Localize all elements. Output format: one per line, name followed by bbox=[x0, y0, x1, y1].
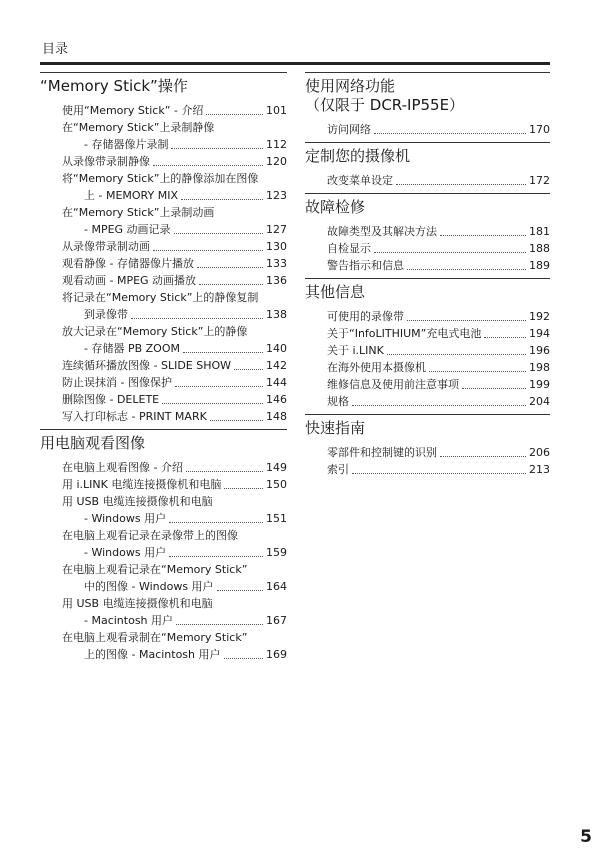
toc-entry-text: 零部件和控制键的识别 bbox=[327, 446, 437, 459]
toc-entry[interactable] bbox=[327, 444, 550, 461]
toc-entry-text: 故障类型及其解决方法 bbox=[327, 225, 437, 238]
dot-leader bbox=[440, 456, 526, 457]
toc-entry-text: 将“Memory Stick”上的静像添加在图像 bbox=[62, 172, 259, 185]
toc-entry-page: 101 bbox=[266, 104, 287, 117]
section-heading-line: 其他信息 bbox=[305, 283, 366, 301]
toc-entry-page: 112 bbox=[266, 138, 287, 151]
toc-entry-page: 136 bbox=[266, 274, 287, 287]
toc-entry-text: 在电脑上观看记录在“Memory Stick” bbox=[62, 563, 248, 576]
toc-entry-text: 上 - MEMORY MIX bbox=[84, 189, 178, 202]
page-number: 5 bbox=[580, 827, 592, 847]
toc-entry-page: 189 bbox=[529, 259, 550, 272]
dot-leader bbox=[462, 388, 526, 389]
toc-entry-page: 167 bbox=[266, 614, 287, 627]
section-heading bbox=[305, 142, 550, 166]
dot-leader bbox=[407, 320, 526, 321]
toc-entry-text: 从录像带录制静像 bbox=[62, 155, 150, 168]
section-heading-line: （仅限于 DCR-IP55E） bbox=[305, 96, 465, 114]
toc-entry-text: 用 USB 电缆连接摄像机和电脑 bbox=[62, 495, 213, 508]
toc-entry-text: 在电脑上观看录制在“Memory Stick” bbox=[62, 631, 248, 644]
section-heading-line: 故障检修 bbox=[305, 198, 366, 216]
toc-entry[interactable] bbox=[62, 323, 287, 357]
toc-entry-page: 188 bbox=[529, 242, 550, 255]
toc-section bbox=[305, 278, 550, 410]
toc-entry[interactable] bbox=[62, 527, 287, 561]
toc-entry[interactable] bbox=[327, 325, 550, 342]
dot-leader bbox=[169, 522, 263, 523]
toc-entry[interactable] bbox=[62, 170, 287, 204]
toc-entry-page: 172 bbox=[529, 174, 550, 187]
section-heading-line: “Memory Stick”操作 bbox=[40, 77, 188, 95]
dot-leader bbox=[174, 233, 263, 234]
toc-entry[interactable] bbox=[62, 408, 287, 425]
toc-entry-text: 在“Memory Stick”上录制动画 bbox=[62, 206, 215, 219]
toc-entry-text: 索引 bbox=[327, 463, 349, 476]
toc-entry-text: 可使用的录像带 bbox=[327, 310, 404, 323]
dot-leader bbox=[484, 337, 526, 338]
toc-entry-page: 140 bbox=[266, 342, 287, 355]
toc-entry[interactable] bbox=[62, 561, 287, 595]
toc-entry-page: 146 bbox=[266, 393, 287, 406]
dot-leader bbox=[175, 386, 263, 387]
dot-leader bbox=[440, 235, 526, 236]
toc-entry-page: 181 bbox=[529, 225, 550, 238]
toc-entry[interactable] bbox=[62, 357, 287, 374]
toc-entry-page: 159 bbox=[266, 546, 287, 559]
dot-leader bbox=[183, 352, 263, 353]
toc-right-column bbox=[305, 72, 550, 482]
toc-entry-text: 关于 i.LINK bbox=[327, 344, 384, 357]
toc-entry[interactable] bbox=[327, 359, 550, 376]
toc-section bbox=[305, 72, 550, 138]
toc-entry-page: 194 bbox=[529, 327, 550, 340]
toc-entry[interactable] bbox=[62, 459, 287, 476]
dot-leader bbox=[181, 199, 263, 200]
header-rule bbox=[40, 62, 550, 65]
toc-entry[interactable] bbox=[62, 493, 287, 527]
toc-entry[interactable] bbox=[62, 595, 287, 629]
dot-leader bbox=[153, 165, 263, 166]
toc-entry-page: 133 bbox=[266, 257, 287, 270]
toc-entry-text: - Macintosh 用户 bbox=[84, 614, 174, 627]
dot-leader bbox=[374, 252, 526, 253]
toc-entry-text: 用 i.LINK 电缆连接摄像机和电脑 bbox=[62, 478, 222, 491]
toc-entry[interactable] bbox=[327, 172, 550, 189]
toc-entry-page: 142 bbox=[266, 359, 287, 372]
toc-entry-text: 中的图像 - Windows 用户 bbox=[84, 580, 214, 593]
toc-entry-text: - Windows 用户 bbox=[84, 512, 167, 525]
dot-leader bbox=[352, 473, 526, 474]
toc-section bbox=[305, 193, 550, 274]
toc-entry-text: 防止误抹消 - 图像保护 bbox=[62, 376, 172, 389]
toc-entry-text: 从录像带录制动画 bbox=[62, 240, 150, 253]
toc-entry[interactable] bbox=[327, 342, 550, 359]
toc-entry-text: 放大记录在“Memory Stick”上的静像 bbox=[62, 325, 248, 338]
toc-entry[interactable] bbox=[327, 461, 550, 478]
dot-leader bbox=[396, 184, 526, 185]
toc-entry-text: - 存储器 PB ZOOM bbox=[84, 342, 180, 355]
dot-leader bbox=[197, 267, 263, 268]
section-heading bbox=[305, 278, 550, 302]
toc-entry-text: 将记录在“Memory Stick”上的静像复制 bbox=[62, 291, 259, 304]
toc-section bbox=[305, 142, 550, 189]
toc-entry-text: 警告指示和信息 bbox=[327, 259, 404, 272]
toc-entry-text: 在海外使用本摄像机 bbox=[327, 361, 426, 374]
toc-entry-page: 120 bbox=[266, 155, 287, 168]
toc-entry-text: 在“Memory Stick”上录制静像 bbox=[62, 121, 215, 134]
section-heading-line: 快速指南 bbox=[305, 419, 366, 437]
toc-entry[interactable] bbox=[62, 272, 287, 289]
toc-entry[interactable] bbox=[327, 240, 550, 257]
toc-entry-page: 130 bbox=[266, 240, 287, 253]
dot-leader bbox=[374, 133, 526, 134]
toc-entry-page: 150 bbox=[266, 478, 287, 491]
section-heading bbox=[40, 72, 287, 96]
toc-entry-text: 删除图像 - DELETE bbox=[62, 393, 160, 406]
toc-entry-text: - MPEG 动画记录 bbox=[84, 223, 171, 236]
toc-entry-text: 写入打印标志 - PRINT MARK bbox=[62, 410, 207, 423]
section-heading bbox=[305, 414, 550, 438]
section-heading bbox=[40, 429, 287, 453]
dot-leader bbox=[387, 354, 526, 355]
page-header-title: 目录 bbox=[42, 42, 69, 57]
toc-entry-page: 127 bbox=[266, 223, 287, 236]
toc-entry-text: 连续循环播放图像 - SLIDE SHOW bbox=[62, 359, 232, 372]
toc-entry-text: 关于“InfoLITHIUM”充电式电池 bbox=[327, 327, 482, 340]
toc-entry-page: 169 bbox=[266, 648, 287, 661]
dot-leader bbox=[171, 148, 263, 149]
toc-section bbox=[305, 414, 550, 478]
toc-entry-text: 自检显示 bbox=[327, 242, 371, 255]
section-heading-line: 使用网络功能 bbox=[305, 77, 396, 95]
toc-entry[interactable] bbox=[327, 308, 550, 325]
toc-entry[interactable] bbox=[62, 374, 287, 391]
toc-entry-text: 上的图像 - Macintosh 用户 bbox=[84, 648, 221, 661]
dot-leader bbox=[162, 403, 263, 404]
toc-entry-page: 148 bbox=[266, 410, 287, 423]
toc-entry[interactable] bbox=[62, 153, 287, 170]
dot-leader bbox=[206, 114, 263, 115]
toc-section bbox=[40, 72, 287, 425]
toc-left-column bbox=[40, 72, 287, 667]
dot-leader bbox=[217, 590, 263, 591]
section-heading-line: 定制您的摄像机 bbox=[305, 147, 411, 165]
toc-entry[interactable] bbox=[62, 102, 287, 119]
dot-leader bbox=[352, 405, 526, 406]
toc-entry-text: 改变菜单设定 bbox=[327, 174, 393, 187]
toc-entry-text: 观看静像 - 存储器像片播放 bbox=[62, 257, 194, 270]
toc-entry[interactable] bbox=[62, 238, 287, 255]
toc-entry-text: 到录像带 bbox=[84, 308, 128, 321]
toc-entry-page: 149 bbox=[266, 461, 287, 474]
dot-leader bbox=[224, 488, 263, 489]
dot-leader bbox=[131, 318, 263, 319]
toc-entry-page: 151 bbox=[266, 512, 287, 525]
toc-entry-page: 123 bbox=[266, 189, 287, 202]
dot-leader bbox=[153, 250, 263, 251]
section-heading bbox=[305, 193, 550, 217]
toc-entry-text: 观看动画 - MPEG 动画播放 bbox=[62, 274, 197, 287]
toc-entry-page: 164 bbox=[266, 580, 287, 593]
dot-leader bbox=[224, 658, 263, 659]
toc-entry-text: - 存储器像片录制 bbox=[84, 138, 169, 151]
toc-entry-text: 访问网络 bbox=[327, 123, 371, 136]
toc-entry[interactable] bbox=[62, 119, 287, 153]
toc-entry[interactable] bbox=[62, 289, 287, 323]
toc-entry-page: 199 bbox=[529, 378, 550, 391]
toc-entry-page: 204 bbox=[529, 395, 550, 408]
toc-entry[interactable] bbox=[62, 476, 287, 493]
toc-entry-page: 170 bbox=[529, 123, 550, 136]
toc-entry[interactable] bbox=[327, 257, 550, 274]
dot-leader bbox=[199, 284, 263, 285]
toc-entry-text: 用 USB 电缆连接摄像机和电脑 bbox=[62, 597, 213, 610]
toc-section bbox=[40, 429, 287, 663]
toc-entry[interactable] bbox=[327, 393, 550, 410]
toc-entry[interactable] bbox=[62, 204, 287, 238]
toc-entry-page: 196 bbox=[529, 344, 550, 357]
toc-entry[interactable] bbox=[327, 223, 550, 240]
dot-leader bbox=[169, 556, 263, 557]
dot-leader bbox=[210, 420, 263, 421]
toc-entry-page: 213 bbox=[529, 463, 550, 476]
dot-leader bbox=[407, 269, 526, 270]
dot-leader bbox=[234, 369, 263, 370]
dot-leader bbox=[176, 624, 263, 625]
toc-entry-text: 使用“Memory Stick” - 介绍 bbox=[62, 104, 204, 117]
toc-entry-text: - Windows 用户 bbox=[84, 546, 167, 559]
toc-entry-text: 在电脑上观看图像 - 介绍 bbox=[62, 461, 183, 474]
toc-entry[interactable] bbox=[62, 629, 287, 663]
toc-entry-page: 198 bbox=[529, 361, 550, 374]
toc-entry[interactable] bbox=[62, 255, 287, 272]
toc-entry[interactable] bbox=[62, 391, 287, 408]
toc-entry-page: 192 bbox=[529, 310, 550, 323]
dot-leader bbox=[429, 371, 526, 372]
toc-entry-text: 维修信息及使用前注意事项 bbox=[327, 378, 459, 391]
toc-entry-page: 138 bbox=[266, 308, 287, 321]
toc-entry[interactable] bbox=[327, 376, 550, 393]
toc-entry-page: 206 bbox=[529, 446, 550, 459]
section-heading-line: 用电脑观看图像 bbox=[40, 434, 146, 452]
toc-entry[interactable] bbox=[327, 121, 550, 138]
section-heading bbox=[305, 72, 550, 115]
toc-entry-page: 144 bbox=[266, 376, 287, 389]
toc-entry-text: 规格 bbox=[327, 395, 349, 408]
toc-entry-text: 在电脑上观看记录在录像带上的图像 bbox=[62, 529, 238, 542]
dot-leader bbox=[186, 471, 263, 472]
